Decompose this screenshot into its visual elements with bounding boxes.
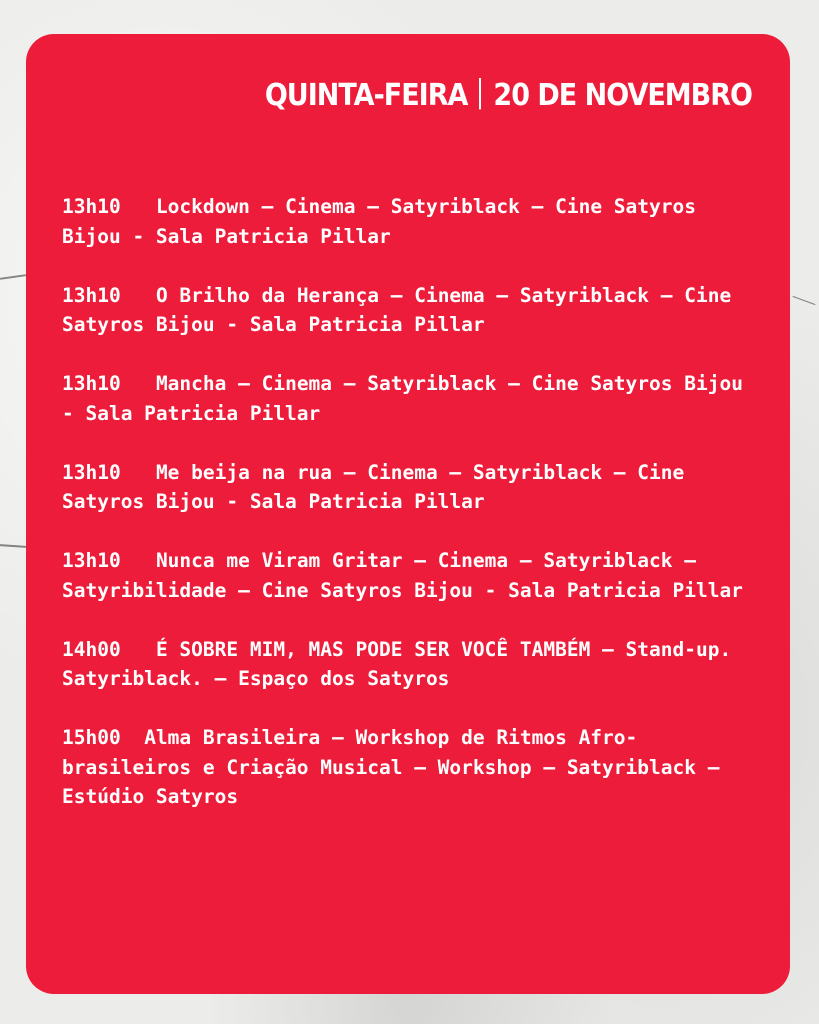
schedule-entry xyxy=(62,281,762,340)
wall-crack xyxy=(793,296,816,305)
schedule-entry xyxy=(62,192,762,251)
wall-crack xyxy=(0,274,26,280)
schedule-list xyxy=(62,192,762,841)
entry-text: O Brilho da Herança – Cinema – Satyriblack – Cine Satyros Bijou - Sala Patricia Pillar xyxy=(62,283,743,336)
day-label: QUINTA-FEIRA xyxy=(264,78,468,113)
schedule-entry xyxy=(62,458,762,517)
schedule-entry xyxy=(62,369,762,428)
entry-text: Me beija na rua – Cinema – Satyriblack – Cine Satyros Bijou - Sala Patricia Pillar xyxy=(62,460,696,513)
schedule-card xyxy=(26,34,790,994)
entry-text: Alma Brasileira – Workshop de Ritmos Afro-brasileiros e Criação Musical – Workshop – Satyriblack – Estúdio Satyros xyxy=(62,726,732,808)
entry-time: 14h00 xyxy=(62,637,121,661)
schedule-entry xyxy=(62,635,762,694)
entry-text: Lockdown – Cinema – Satyriblack – Cine Satyros Bijou - Sala Patricia Pillar xyxy=(62,195,708,248)
entry-time: 15h00 xyxy=(62,726,121,749)
entry-time: 13h10 xyxy=(62,372,121,395)
entry-time: 13h10 xyxy=(62,283,121,307)
date-label: 20 DE NOVEMBRO xyxy=(493,78,752,113)
entry-time: 13h10 xyxy=(62,195,121,218)
entry-time: 13h10 xyxy=(62,549,121,572)
schedule-entry xyxy=(62,546,762,605)
title-separator xyxy=(479,78,481,109)
entry-time: 13h10 xyxy=(62,460,121,484)
page-title xyxy=(265,78,752,113)
entry-text: Mancha – Cinema – Satyriblack – Cine Satyros Bijou - Sala Patricia Pillar xyxy=(62,372,755,425)
wall-crack xyxy=(0,544,26,548)
entry-text: É SOBRE MIM, MAS PODE SER VOCÊ TAMBÉM – Stand-up. Satyriblack. – Espaço dos Satyros xyxy=(62,637,743,690)
schedule-entry xyxy=(62,723,762,812)
entry-text: Nunca me Viram Gritar – Cinema – Satyriblack – Satyribilidade – Cine Satyros Bijou - Sala Patricia Pillar xyxy=(62,549,743,602)
